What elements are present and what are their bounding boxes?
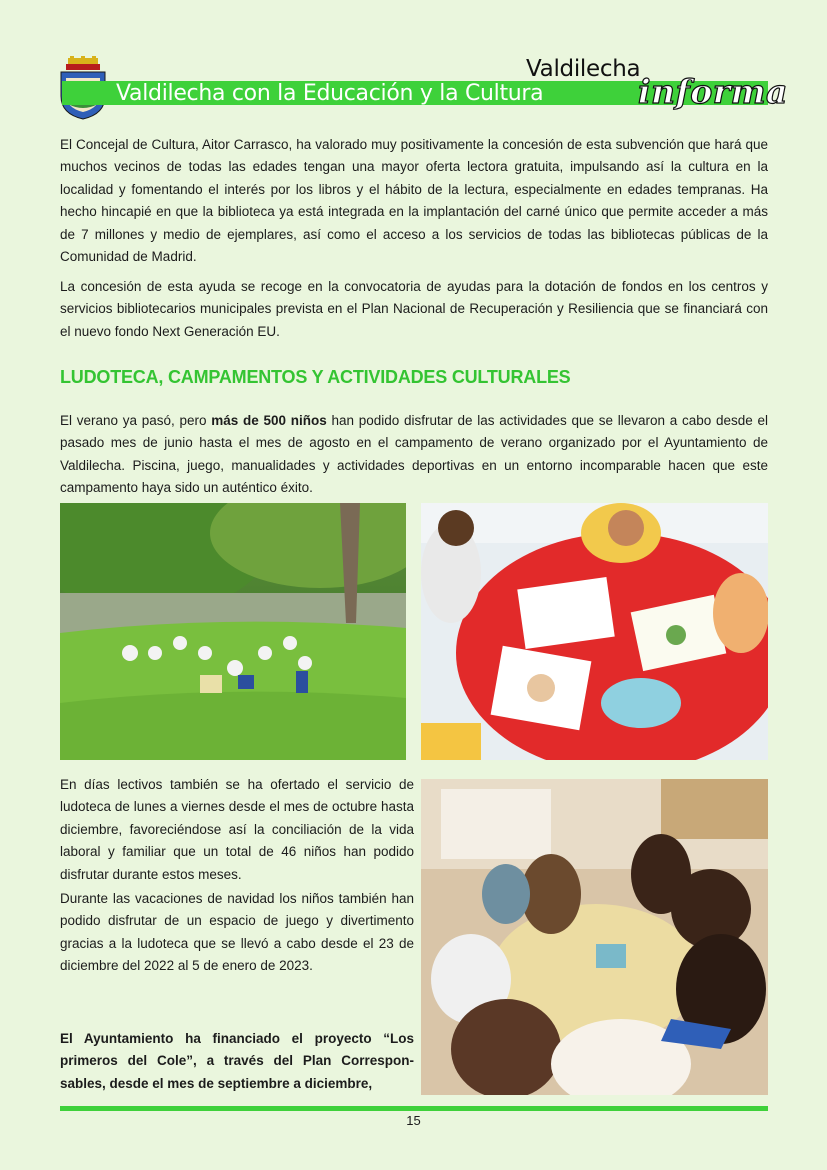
paragraph-navidad: Durante las vacaciones de navidad los niños también han podido disfrutar de un espacio de juego y divertimento gracias a la ludoteca que se llevó a cabo desde el 23 de diciembre del 2022 al 5 de enero de 2023. — [60, 891, 414, 974]
paragraph-concejal: El Concejal de Cultura, Aitor Carrasco, ha valorado muy positivamente la concesión de esta subvención que hará que muchos vecinos de todas las edades tengan una mayor oferta lectora gratuita, impulsando así la cultura en la localidad y fomentando el interés por los libros y el hábito de la lectura, especialmente en edades tempranas. Ha hecho hincapié en que la biblioteca ya está integrada en la implantación del carné único que permite acceder a más de 7 millones y medio de ejemplares, así como el acceso a los servicios de todas las bibliotecas públicas de la Comunidad de Madrid. — [60, 137, 768, 265]
section-heading: LUDOTECA, CAMPAMENTOS Y ACTIVIDADES CULTURALES — [60, 367, 571, 387]
paragraph-ludoteca: En días lectivos también se ha ofertado el servicio de ludoteca de lunes a viernes desde el mes de octubre hasta diciembre, favoreciéndose así la conciliación de la vida laboral y familiar que un total de 46 niños han podido disfrutar durante estos meses. — [60, 777, 414, 882]
brand-name: Valdilecha — [526, 56, 641, 82]
highlight-ninos: más de 500 niños — [211, 413, 327, 428]
header-title: Valdilecha con la Educación y la Cultura — [116, 81, 544, 106]
paragraph-verano-text: El verano ya pasó, pero — [60, 413, 212, 428]
photo-ludoteca-group — [421, 779, 768, 1095]
photo-crafts-table — [421, 503, 768, 760]
photo-camp-outdoor — [60, 503, 406, 760]
brand-tagline: informa — [638, 72, 788, 111]
footer-rule — [60, 1106, 768, 1111]
paragraph-ayuda: La concesión de esta ayuda se recoge en la convocatoria de ayudas para la dotación de fondos en los centros y servicios bibliotecarios municipales prevista en el Plan Nacional de Recuperación y Resiliencia que se financiará con el nuevo fondo Next Generación EU. — [60, 279, 768, 339]
paragraph-primeros-cole: El Ayuntamiento ha financiado el proyecto “Los primeros del Cole”, a través del Plan Correspon-sables, desde el mes de septiembre a diciembre, — [60, 1031, 414, 1091]
paragraph-verano-text-end: han podido disfrutar de las actividades que se llevaron a cabo desde el pasado mes de junio hasta el mes de agosto en el campamento de verano organizado por el Ayuntamiento de Valdilecha. Piscina, juego, manualidades y actividades deportivas en un entorno incomparable hacen que este campamento haya sido un auténtico éxito. — [60, 413, 768, 496]
paragraph-verano — [60, 410, 768, 500]
page-number: 15 — [406, 1113, 421, 1128]
